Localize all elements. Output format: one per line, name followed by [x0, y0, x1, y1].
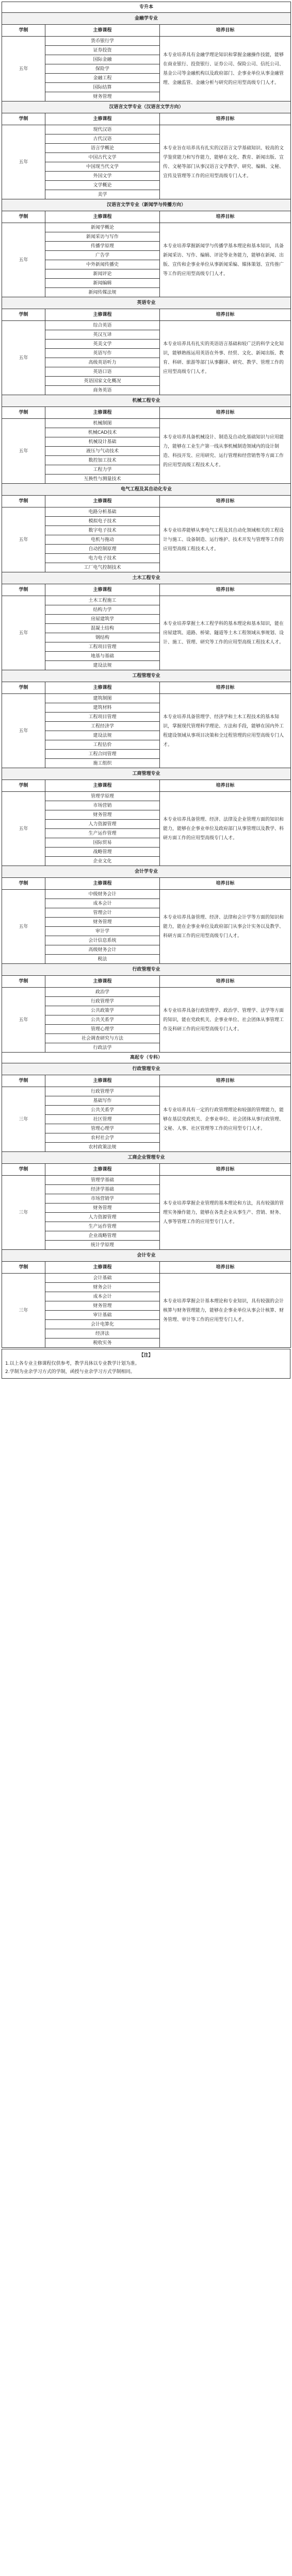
- header-xuezhi: 学制: [2, 309, 45, 321]
- course-cell: 保险学: [45, 64, 160, 74]
- course-cell: 自动控制原理: [45, 545, 160, 554]
- course-cell: 工程经济学: [45, 722, 160, 731]
- major-row: [2, 395, 291, 407]
- course-row: [2, 125, 291, 134]
- major-title: 会计专业: [2, 1250, 291, 1262]
- course-cell: 财务管理: [45, 92, 160, 101]
- level-title: 高起专（专科）: [2, 1053, 291, 1063]
- course-cell: 货币银行学: [45, 37, 160, 46]
- goal-cell: 本专业培养具有扎实的英语语言基础和较广泛的科学文化知识，能够熟练运用英语在外事、经贸、文化、新闻出版、教育、科研、旅游等部门从事翻译、研究、教学、管理工作的应用型高级专门人才。: [160, 321, 291, 395]
- header-xuezhi: 学制: [2, 496, 45, 507]
- header-courses: 主修课程: [45, 682, 160, 694]
- course-cell: 数控加工技术: [45, 456, 160, 465]
- course-cell: 英语口语: [45, 367, 160, 377]
- major-title: 汉语言文学专业（新闻学与传播方向）: [2, 199, 291, 211]
- course-cell: 工程力学: [45, 465, 160, 474]
- header-goal: 培养目标: [160, 496, 291, 507]
- major-title: 机械工程专业: [2, 395, 291, 407]
- course-row: [2, 890, 291, 899]
- course-cell: 公共关系学: [45, 1106, 160, 1115]
- course-cell: 商务英语: [45, 386, 160, 395]
- course-cell: 新闻学概论: [45, 223, 160, 232]
- header-goal: 培养目标: [160, 211, 291, 223]
- course-cell: 管理心理学: [45, 1124, 160, 1133]
- course-row: [2, 694, 291, 703]
- header-row: [2, 976, 291, 988]
- header-row: [2, 1164, 291, 1176]
- course-cell: 英语国家文化概况: [45, 377, 160, 386]
- xuezhi-cell: 五年: [2, 125, 45, 199]
- course-cell: 国际贸易: [45, 838, 160, 848]
- major-title: 金融学专业: [2, 13, 291, 25]
- major-row: [2, 199, 291, 211]
- course-cell: 公共政策学: [45, 1006, 160, 1015]
- header-courses: 主修课程: [45, 113, 160, 125]
- course-cell: 文学概论: [45, 181, 160, 190]
- course-cell: 建设法规: [45, 731, 160, 740]
- header-row: [2, 211, 291, 223]
- course-cell: 工程估价: [45, 740, 160, 750]
- major-title: 英语专业: [2, 297, 291, 309]
- course-cell: 英汉互译: [45, 330, 160, 340]
- goal-cell: 本专业培养具有金融学理论知识和掌握金融操作技能，能够在商业银行、投资银行、证券公司、保险公司、信托公司、基金公司等金融机构以及政府部门、企事业单位从事金融管理、金融监管、金融分析与研究的应用型高级专门人才。: [160, 37, 291, 101]
- header-xuezhi: 学制: [2, 113, 45, 125]
- course-cell: 综合英语: [45, 321, 160, 330]
- header-courses: 主修课程: [45, 1075, 160, 1087]
- major-title: 电气工程及其自动化专业: [2, 484, 291, 496]
- course-cell: 会计基础: [45, 1274, 160, 1283]
- course-cell: 钢结构: [45, 633, 160, 642]
- course-cell: 电路分析基础: [45, 507, 160, 517]
- note-2: 2.学制为业余学习方式的学制，函授与业余学习方式学制相同。: [5, 1369, 135, 1375]
- course-cell: 市场营销学: [45, 1194, 160, 1204]
- course-cell: 基础写作: [45, 1096, 160, 1106]
- program-table: [2, 2, 291, 1348]
- course-row: [2, 792, 291, 801]
- xuezhi-cell: 三年: [2, 1274, 45, 1348]
- course-cell: 战略管理: [45, 848, 160, 857]
- course-cell: 建筑材料: [45, 703, 160, 713]
- major-row: [2, 13, 291, 25]
- header-xuezhi: 学制: [2, 211, 45, 223]
- course-row: [2, 988, 291, 997]
- header-row: [2, 1262, 291, 1274]
- course-cell: 证券投资: [45, 46, 160, 55]
- course-cell: 现代汉语: [45, 125, 160, 134]
- header-courses: 主修课程: [45, 878, 160, 890]
- course-cell: 统计学原理: [45, 1241, 160, 1250]
- major-title: 工商企业管理专业: [2, 1152, 291, 1164]
- course-cell: 机械CAD技术: [45, 428, 160, 437]
- major-title: 汉语言文学专业（汉语言文学方向）: [2, 101, 291, 113]
- course-cell: 传播学原理: [45, 242, 160, 251]
- header-xuezhi: 学制: [2, 682, 45, 694]
- xuezhi-cell: 五年: [2, 988, 45, 1053]
- header-row: [2, 682, 291, 694]
- course-row: [2, 1087, 291, 1096]
- goal-cell: 本专业培养具备管理、经济、法律和会计学等方面的知识和能力，能在企事业单位及政府部门从事会计实务以及教学、科研方面工作的应用型高级专门人才。: [160, 890, 291, 964]
- course-cell: 生产运作管理: [45, 1222, 160, 1231]
- major-title: 工程管理专业: [2, 670, 291, 682]
- course-cell: 财务管理: [45, 1301, 160, 1311]
- header-courses: 主修课程: [45, 584, 160, 596]
- goal-cell: 本专业培养能够从事电气工程及其自动化领域相关的工程设计与施工、设备制造、运行维护、技术开发与管理等工作的应用型高级工程技术人才。: [160, 507, 291, 572]
- major-row: [2, 768, 291, 780]
- course-cell: 新闻编辑: [45, 279, 160, 288]
- header-goal: 培养目标: [160, 113, 291, 125]
- course-cell: 房屋建筑学: [45, 615, 160, 624]
- course-cell: 财务管理: [45, 1204, 160, 1213]
- major-title: 行政管理专业: [2, 964, 291, 976]
- course-cell: 工程项目管理: [45, 713, 160, 722]
- goal-cell: 本专业培养具备行政管理学、政治学、管理学、法学等方面的知识，能在党政机关、企事业单位、社会团体从事管理工作及科研工作的应用型高级专门人才。: [160, 988, 291, 1053]
- course-cell: 电机与拖动: [45, 535, 160, 545]
- course-row: [2, 37, 291, 46]
- goal-cell: 本专业旨在培养具有扎实的汉语言文学基础知识、较高的文学鉴赏能力和写作能力，能够在文化、教育、新闻出版、宣传、文秘等部门从事汉语言文学教学、研究、编辑、文秘、宣传及管理等工作的应用型高级专门人才。: [160, 125, 291, 199]
- course-cell: 市场营销: [45, 801, 160, 810]
- course-cell: 管理学基础: [45, 1176, 160, 1185]
- course-cell: 人力资源管理: [45, 1213, 160, 1222]
- course-cell: 新闻采访与写作: [45, 232, 160, 242]
- course-cell: 液压与气动技术: [45, 447, 160, 456]
- course-cell: 地基与基础: [45, 652, 160, 661]
- course-cell: 数字电子技术: [45, 526, 160, 535]
- major-row: [2, 101, 291, 113]
- course-row: [2, 1176, 291, 1185]
- major-title: 行政管理专业: [2, 1063, 291, 1075]
- level-title: 专升本: [2, 2, 291, 13]
- course-cell: 财务管理: [45, 810, 160, 820]
- header-xuezhi: 学制: [2, 584, 45, 596]
- header-goal: 培养目标: [160, 1262, 291, 1274]
- course-cell: 金融工程: [45, 74, 160, 83]
- course-cell: 建筑制图: [45, 694, 160, 703]
- header-goal: 培养目标: [160, 682, 291, 694]
- major-row: [2, 484, 291, 496]
- header-goal: 培养目标: [160, 878, 291, 890]
- header-xuezhi: 学制: [2, 25, 45, 37]
- course-cell: 高级财务会计: [45, 945, 160, 955]
- course-cell: 生产运作管理: [45, 829, 160, 838]
- goal-cell: 本专业培养具有一定的行政管理理论和较强的管理能力，能够在基层党政机关、企事业单位、社会团体从事行政管理、文秘、人事、社区管理等工作的应用型专门人才。: [160, 1087, 291, 1152]
- header-courses: 主修课程: [45, 1164, 160, 1176]
- header-goal: 培养目标: [160, 1164, 291, 1176]
- xuezhi-cell: 三年: [2, 1087, 45, 1152]
- course-cell: 国际金融: [45, 55, 160, 64]
- course-cell: 税收实务: [45, 1338, 160, 1348]
- level-benke: [2, 2, 291, 13]
- xuezhi-cell: 五年: [2, 419, 45, 484]
- xuezhi-cell: 五年: [2, 321, 45, 395]
- major-row: [2, 1063, 291, 1075]
- course-cell: 工厂电气控制技术: [45, 563, 160, 572]
- header-goal: 培养目标: [160, 25, 291, 37]
- course-cell: 农村政策法规: [45, 1143, 160, 1152]
- header-courses: 主修课程: [45, 25, 160, 37]
- header-row: [2, 309, 291, 321]
- course-row: [2, 1274, 291, 1283]
- header-row: [2, 25, 291, 37]
- xuezhi-cell: 五年: [2, 37, 45, 101]
- goal-cell: 本专业培养掌握新闻学与传播学基本理论和基本知识，具备新闻采访、写作、编辑、评论等业务能力，能够在新闻、出版、宣传和企事业单位从事新闻采编、媒体策划、宣传推广等工作的应用型高级专门人才。: [160, 223, 291, 297]
- course-cell: 美学: [45, 190, 160, 199]
- course-cell: 中国现当代文学: [45, 162, 160, 172]
- xuezhi-cell: 五年: [2, 507, 45, 572]
- goal-cell: 本专业培养具备管理、经济、法律及企业管理方面的知识和能力，能够在企事业单位及政府部门从事管理以及教学、科研方面工作的应用型高级专门人才。: [160, 792, 291, 866]
- header-row: [2, 878, 291, 890]
- course-cell: 高级英语听力: [45, 358, 160, 367]
- course-cell: 新闻传媒法规: [45, 288, 160, 297]
- major-title: 工商管理专业: [2, 768, 291, 780]
- course-cell: 政治学: [45, 988, 160, 997]
- header-xuezhi: 学制: [2, 976, 45, 988]
- note-1: 1.以上各专业主修课程仅供参考，教学具体以专业教学计划为准。: [5, 1361, 140, 1366]
- header-courses: 主修课程: [45, 1262, 160, 1274]
- course-cell: 管理心理学: [45, 1025, 160, 1034]
- major-title: 土木工程专业: [2, 572, 291, 584]
- major-row: [2, 572, 291, 584]
- header-goal: 培养目标: [160, 407, 291, 419]
- course-cell: 中级财务会计: [45, 890, 160, 899]
- goal-cell: 本专业培养具备管理学、经济学和土木工程技术的基本知识，掌握现代管理科学理论、方法和手段，能够在国内外工程建设领域从事项目决策和全过程管理的应用型高级专门人才。: [160, 694, 291, 768]
- major-row: [2, 866, 291, 878]
- course-cell: 税法: [45, 955, 160, 964]
- course-cell: 财务管理: [45, 918, 160, 927]
- course-cell: 互换性与测量技术: [45, 474, 160, 484]
- course-cell: 社区管理: [45, 1115, 160, 1124]
- course-cell: 经济法: [45, 1329, 160, 1338]
- course-cell: 工程项目管理: [45, 642, 160, 652]
- course-cell: 结构力学: [45, 605, 160, 615]
- course-cell: 审计基础: [45, 1311, 160, 1320]
- course-cell: 土木工程施工: [45, 596, 160, 605]
- xuezhi-cell: 五年: [2, 596, 45, 670]
- course-cell: 审计学: [45, 927, 160, 936]
- header-goal: 培养目标: [160, 1075, 291, 1087]
- major-row: [2, 670, 291, 682]
- xuezhi-cell: 三年: [2, 1176, 45, 1250]
- course-cell: 模拟电子技术: [45, 517, 160, 526]
- course-cell: 电力电子技术: [45, 554, 160, 563]
- header-xuezhi: 学制: [2, 780, 45, 792]
- course-cell: 建设法规: [45, 661, 160, 670]
- page: [2, 2, 290, 1379]
- major-title: 会计学专业: [2, 866, 291, 878]
- course-cell: 公共关系学: [45, 1015, 160, 1025]
- course-cell: 中外新闻传播史: [45, 260, 160, 269]
- course-cell: 行政法学: [45, 1043, 160, 1053]
- course-cell: 英语写作: [45, 349, 160, 358]
- course-cell: 企业战略管理: [45, 1231, 160, 1241]
- goal-cell: 本专业培养具备机械设计、制造及自动化基础知识与应用能力，能够在工业生产第一线从事机械制造领域内的设计制造、科技开发、应用研究、运行管理和经营销售等方面工作的应用型高级工程技术人才。: [160, 419, 291, 484]
- xuezhi-cell: 五年: [2, 223, 45, 297]
- header-goal: 培养目标: [160, 584, 291, 596]
- course-cell: 社会调查研究与方法: [45, 1034, 160, 1043]
- course-cell: 成本会计: [45, 899, 160, 908]
- course-cell: 广告学: [45, 251, 160, 260]
- course-row: [2, 223, 291, 232]
- header-courses: 主修课程: [45, 309, 160, 321]
- header-row: [2, 1075, 291, 1087]
- course-cell: 会计电算化: [45, 1320, 160, 1329]
- xuezhi-cell: 五年: [2, 694, 45, 768]
- course-cell: 管理学原理: [45, 792, 160, 801]
- course-cell: 国际结算: [45, 83, 160, 92]
- major-row: [2, 297, 291, 309]
- notes-title: 【注】: [139, 1353, 153, 1358]
- header-courses: 主修课程: [45, 211, 160, 223]
- header-xuezhi: 学制: [2, 878, 45, 890]
- xuezhi-cell: 五年: [2, 792, 45, 866]
- course-row: [2, 419, 291, 428]
- header-row: [2, 780, 291, 792]
- course-cell: 管理会计: [45, 908, 160, 918]
- header-courses: 主修课程: [45, 976, 160, 988]
- major-row: [2, 1152, 291, 1164]
- course-cell: 农村社会学: [45, 1133, 160, 1143]
- notes: [2, 1349, 290, 1379]
- course-cell: 英美文学: [45, 340, 160, 349]
- header-xuezhi: 学制: [2, 1075, 45, 1087]
- level-gaoqi: [2, 1053, 291, 1063]
- goal-cell: 本专业培养掌握企业管理的基本理论和方法，具有较强的管理实务操作能力，能够在各类企业从事生产、营销、财务、人事等管理工作的应用型专门人才。: [160, 1176, 291, 1250]
- header-row: [2, 113, 291, 125]
- course-cell: 经济学基础: [45, 1185, 160, 1194]
- xuezhi-cell: 五年: [2, 890, 45, 964]
- goal-cell: 本专业培养掌握会计基本理论和专业知识，具有较强的会计核算与财务管理能力，能够在企事业单位从事会计核算、财务管理、审计等工作的应用型专门人才。: [160, 1274, 291, 1348]
- course-cell: 施工组织: [45, 759, 160, 768]
- course-cell: 行政管理学: [45, 1087, 160, 1096]
- course-row: [2, 596, 291, 605]
- header-courses: 主修课程: [45, 496, 160, 507]
- course-row: [2, 321, 291, 330]
- course-cell: 机械制图: [45, 419, 160, 428]
- header-courses: 主修课程: [45, 780, 160, 792]
- header-goal: 培养目标: [160, 309, 291, 321]
- header-row: [2, 496, 291, 507]
- header-xuezhi: 学制: [2, 1262, 45, 1274]
- header-row: [2, 584, 291, 596]
- header-goal: 培养目标: [160, 976, 291, 988]
- course-cell: 工程合同管理: [45, 750, 160, 759]
- header-row: [2, 407, 291, 419]
- course-cell: 新闻评论: [45, 269, 160, 279]
- header-xuezhi: 学制: [2, 1164, 45, 1176]
- course-cell: 成本会计: [45, 1292, 160, 1301]
- course-row: [2, 507, 291, 517]
- course-cell: 会计信息系统: [45, 936, 160, 945]
- goal-cell: 本专业培养掌握土木工程学科的基本理论和基本知识，能在房屋建筑、道路、桥梁、隧道等土木工程领域从事规划、设计、施工、管理、研究等工作的应用型高级工程技术人才。: [160, 596, 291, 670]
- major-row: [2, 1250, 291, 1262]
- course-cell: 外国文学: [45, 172, 160, 181]
- course-cell: 中国古代文学: [45, 153, 160, 162]
- course-cell: 人力资源管理: [45, 820, 160, 829]
- course-cell: 企业文化: [45, 857, 160, 866]
- header-goal: 培养目标: [160, 780, 291, 792]
- course-cell: 机械设计基础: [45, 437, 160, 447]
- course-cell: 财务会计: [45, 1283, 160, 1292]
- course-cell: 语言学概论: [45, 144, 160, 153]
- course-cell: 行政管理学: [45, 997, 160, 1006]
- course-cell: 混凝土结构: [45, 624, 160, 633]
- header-xuezhi: 学制: [2, 407, 45, 419]
- header-courses: 主修课程: [45, 407, 160, 419]
- course-cell: 古代汉语: [45, 134, 160, 144]
- major-row: [2, 964, 291, 976]
